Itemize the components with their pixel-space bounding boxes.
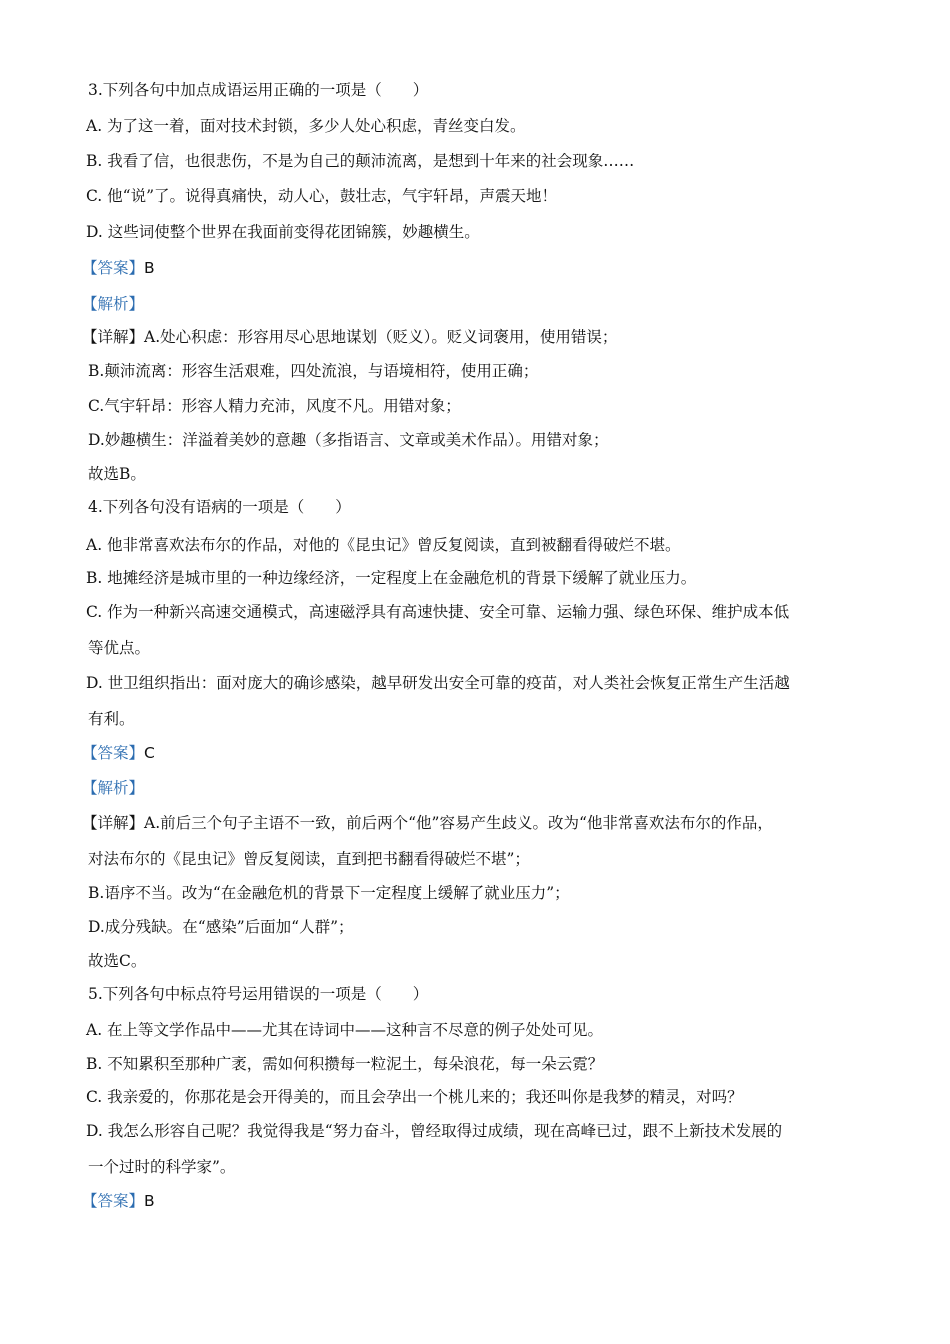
analysis-label: 【解析】 — [82, 779, 145, 797]
question-3-detail-3: C.气宇轩昂：形容人精力充沛，风度不凡。用错对象； — [88, 397, 461, 415]
question-5-option-c: C. 我亲爱的，你那花是会开得美的，而且会孕出一个桃儿来的；我还叫你是我梦的精灵，对吗？ — [86, 1088, 743, 1106]
answer-value: C — [144, 744, 155, 762]
detail-text: A.处心积虑：形容用尽心思地谋划（贬义）。贬义词褒用，使用错误； — [144, 328, 618, 346]
question-3-option-d: D. 这些词使整个世界在我面前变得花团锦簇，妙趣横生。 — [86, 223, 480, 241]
question-4-detail-1-cont: 对法布尔的《昆虫记》曾反复阅读，直到把书翻看得破烂不堪”； — [88, 850, 530, 868]
question-4-option-d: D. 世卫组织指出：面对庞大的确诊感染，越早研发出安全可靠的疫苗，对人类社会恢复正常生产生活越 — [86, 674, 790, 692]
question-3-detail-2: B.颠沛流离：形容生活艰难，四处流浪，与语境相符，使用正确； — [88, 362, 539, 380]
question-5-option-b: B. 不知累积至那种广袤，需如何积攒每一粒泥土，每朵浪花，每一朵云霓？ — [86, 1055, 604, 1073]
question-4-option-d-cont: 有利。 — [88, 710, 135, 728]
question-3-analysis-label — [82, 294, 144, 314]
question-4-answer — [82, 743, 155, 763]
question-5-option-d: D. 我怎么形容自己呢？我觉得我是“努力奋斗，曾经取得过成绩，现在高峰已过，跟不上新技术发展的 — [86, 1122, 783, 1140]
question-4-option-a: A. 他非常喜欢法布尔的作品，对他的《昆虫记》曾反复阅读，直到被翻看得破烂不堪。 — [86, 536, 681, 554]
question-4-detail-3: D.成分残缺。在“感染”后面加“人群”； — [88, 918, 354, 936]
question-4-option-c-cont: 等优点。 — [88, 639, 151, 657]
question-4-detail-2: B.语序不当。改为“在金融危机的背景下一定程度上缓解了就业压力”； — [88, 884, 570, 902]
question-3-option-b: B. 我看了信，也很悲伤，不是为自己的颠沛流离，是想到十年来的社会现象…… — [86, 152, 635, 170]
question-5-stem: 5.下列各句中标点符号运用错误的一项是（ ） — [88, 985, 429, 1003]
question-3-conclusion: 故选B。 — [88, 465, 146, 483]
analysis-label: 【解析】 — [82, 295, 145, 313]
answer-value: B — [144, 259, 155, 277]
question-3-option-a: A. 为了这一着，面对技术封锁，多少人处心积虑，青丝变白发。 — [86, 117, 526, 135]
question-5-option-a: A. 在上等文学作品中——尤其在诗词中——这种言不尽意的例子处处可见。 — [86, 1021, 604, 1039]
answer-label: 【答案】 — [82, 1192, 145, 1210]
question-3-detail-1 — [82, 327, 617, 347]
question-3-option-c: C. 他“说”了。说得真痛快，动人心，鼓壮志，气宇轩昂，声震天地！ — [86, 187, 558, 205]
detail-label: 【详解】 — [82, 814, 145, 832]
answer-value: B — [144, 1192, 155, 1210]
question-4-detail-1 — [82, 813, 773, 833]
detail-text: A.前后三个句子主语不一致，前后两个“他”容易产生歧义。改为“他非常喜欢法布尔的作品， — [144, 814, 773, 832]
detail-label: 【详解】 — [82, 328, 145, 346]
answer-label: 【答案】 — [82, 259, 145, 277]
question-4-analysis-label — [82, 778, 144, 798]
question-5-option-d-cont: 一个过时的科学家”。 — [88, 1158, 236, 1176]
answer-label: 【答案】 — [82, 744, 145, 762]
question-3-answer — [82, 258, 155, 278]
question-4-stem: 4.下列各句没有语病的一项是（ ） — [88, 498, 351, 516]
question-5-answer — [82, 1191, 155, 1211]
question-3-stem: 3.下列各句中加点成语运用正确的一项是（ ） — [88, 81, 429, 99]
question-4-conclusion: 故选C。 — [88, 952, 147, 970]
question-4-option-c: C. 作为一种新兴高速交通模式，高速磁浮具有高速快捷、安全可靠、运输力强、绿色环保、维护成本低 — [86, 603, 790, 621]
question-3-detail-4: D.妙趣横生：洋溢着美妙的意趣（多指语言、文章或美术作品）。用错对象； — [88, 431, 609, 449]
question-4-option-b: B. 地摊经济是城市里的一种边缘经济，一定程度上在金融危机的背景下缓解了就业压力。 — [86, 569, 697, 587]
